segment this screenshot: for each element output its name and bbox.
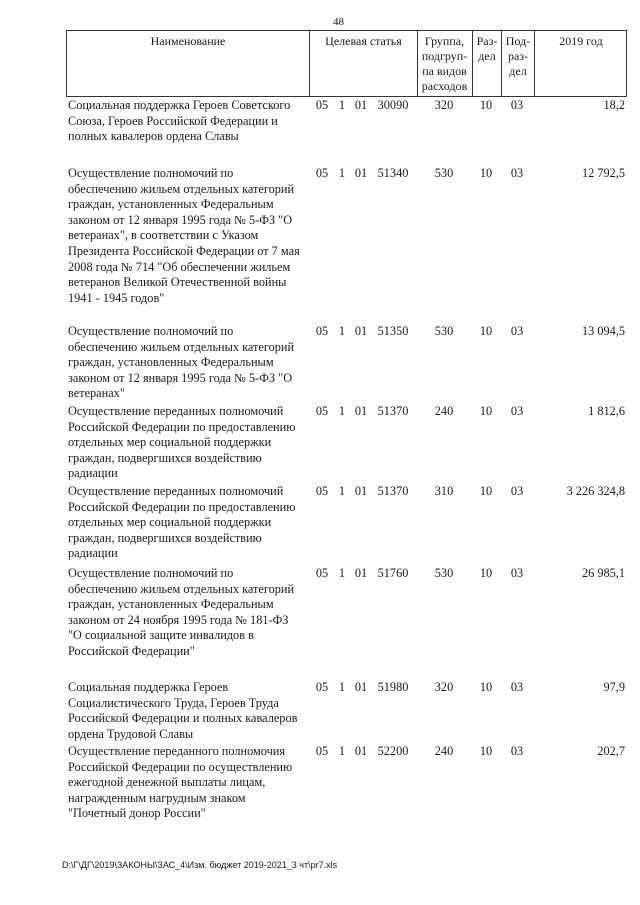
row-razdel: 10 [479, 744, 493, 758]
row-t1: 05 [315, 404, 329, 418]
page-number: 48 [333, 16, 344, 28]
row-t3: 01 [354, 98, 368, 112]
row-group: 240 [434, 404, 454, 418]
row-t3: 01 [354, 484, 368, 498]
row-name: Осуществление переданных полномочий Российской Федерации по предоставлению отдельных мер социальной поддержки граждан, подвергшихся воздействию радиации [68, 484, 296, 561]
row-amount: 1 812,6 [588, 404, 625, 418]
row-razdel: 10 [479, 484, 493, 498]
header-name: Наименование [150, 34, 226, 48]
row-name: Социальная поддержка Героев Социалистического Труда, Героев Труда Российской Федерации и полных кавалеров ордена Трудовой Славы [68, 680, 298, 741]
row-name: Осуществление переданных полномочий Российской Федерации по предоставлению отдельных мер социальной поддержки граждан, подвергшихся воздействию радиации [68, 404, 296, 481]
row-amount: 26 985,1 [581, 566, 625, 580]
row-t4: 51370 [377, 484, 409, 498]
row-t2: 1 [338, 166, 346, 180]
row-t3: 01 [354, 744, 368, 758]
header-target: Целевая статья [325, 34, 402, 48]
row-t3: 01 [354, 680, 368, 694]
row-t2: 1 [338, 404, 346, 418]
row-razdel: 10 [479, 98, 493, 112]
row-group: 530 [434, 166, 454, 180]
row-podrazdel: 03 [510, 404, 524, 418]
row-t3: 01 [354, 566, 368, 580]
header-razdel: Раз- дел [476, 34, 498, 63]
row-name: Осуществление полномочий по обеспечению жильем отдельных категорий граждан, установленных Федеральным законом от 24 ноября 1995 года № 181-ФЗ "О социальной защите инвалидов в Российской Федерации" [68, 566, 295, 658]
header-podrazdel: Под- раз- дел [505, 34, 531, 78]
row-amount: 202,7 [597, 744, 625, 758]
row-t4: 52200 [377, 744, 409, 758]
row-podrazdel: 03 [510, 566, 524, 580]
row-group: 530 [434, 324, 454, 338]
row-t2: 1 [338, 484, 346, 498]
row-amount: 13 094,5 [581, 324, 625, 338]
row-t2: 1 [338, 324, 346, 338]
row-t4: 51370 [377, 404, 409, 418]
file-path-footer: D:\Г\ДГ\2019\ЗАКОНЫ\ЗАС_4\Изм. бюджет 2019-2021_3 чт\pr7.xls [62, 860, 338, 870]
row-razdel: 10 [479, 166, 493, 180]
header-year: 2019 год [559, 34, 603, 48]
row-t3: 01 [354, 404, 368, 418]
header-group: Группа, подгруп- па видов расходов [421, 34, 468, 93]
row-t2: 1 [338, 744, 346, 758]
row-group: 530 [434, 566, 454, 580]
row-t1: 05 [315, 98, 329, 112]
row-amount: 12 792,5 [581, 166, 625, 180]
table-header [66, 30, 627, 97]
row-podrazdel: 03 [510, 744, 524, 758]
row-name: Осуществление переданного полномочия Российской Федерации по осуществлению ежегодной денежной выплаты лицам, награжденным нагрудным знаком "Почетный донор России" [68, 744, 293, 821]
row-razdel: 10 [479, 566, 493, 580]
row-name: Осуществление полномочий по обеспечению жильем отдельных категорий граждан, установленных Федеральным законом от 12 января 1995 года № 5-ФЗ "О ветеранах" [68, 324, 295, 401]
row-podrazdel: 03 [510, 680, 524, 694]
row-podrazdel: 03 [510, 98, 524, 112]
row-t2: 1 [338, 566, 346, 580]
row-amount: 18,2 [603, 98, 625, 112]
row-podrazdel: 03 [510, 324, 524, 338]
row-group: 320 [434, 98, 454, 112]
row-t3: 01 [354, 324, 368, 338]
row-amount: 3 226 324,8 [566, 484, 625, 498]
row-t1: 05 [315, 744, 329, 758]
row-name: Осуществление полномочий по обеспечению жильем отдельных категорий граждан, установленных Федеральным законом от 12 января 1995 года № 5-ФЗ "О ветеранах", в соответствии с Указом Президента Российской Федерации от 7 мая 2008 года № 714 "Об обеспечении жильем ветеранов Великой Отечественной войны 1941 - 1945 годов" [68, 166, 300, 305]
row-t1: 05 [315, 484, 329, 498]
row-razdel: 10 [479, 680, 493, 694]
row-razdel: 10 [479, 404, 493, 418]
row-t1: 05 [315, 324, 329, 338]
row-t4: 51340 [377, 166, 409, 180]
row-group: 310 [434, 484, 454, 498]
row-group: 240 [434, 744, 454, 758]
row-t4: 51980 [377, 680, 409, 694]
row-t4: 51350 [377, 324, 409, 338]
row-razdel: 10 [479, 324, 493, 338]
row-podrazdel: 03 [510, 166, 524, 180]
row-group: 320 [434, 680, 454, 694]
row-t2: 1 [338, 680, 346, 694]
row-t1: 05 [315, 680, 329, 694]
row-t3: 01 [354, 166, 368, 180]
row-t4: 30090 [377, 98, 409, 112]
row-t1: 05 [315, 566, 329, 580]
row-name: Социальная поддержка Героев Советского Союза, Героев Российской Федерации и полных кавалеров ордена Славы [68, 98, 291, 144]
row-podrazdel: 03 [510, 484, 524, 498]
row-t2: 1 [338, 98, 346, 112]
row-amount: 97,9 [603, 680, 625, 694]
row-t1: 05 [315, 166, 329, 180]
row-t4: 51760 [377, 566, 409, 580]
